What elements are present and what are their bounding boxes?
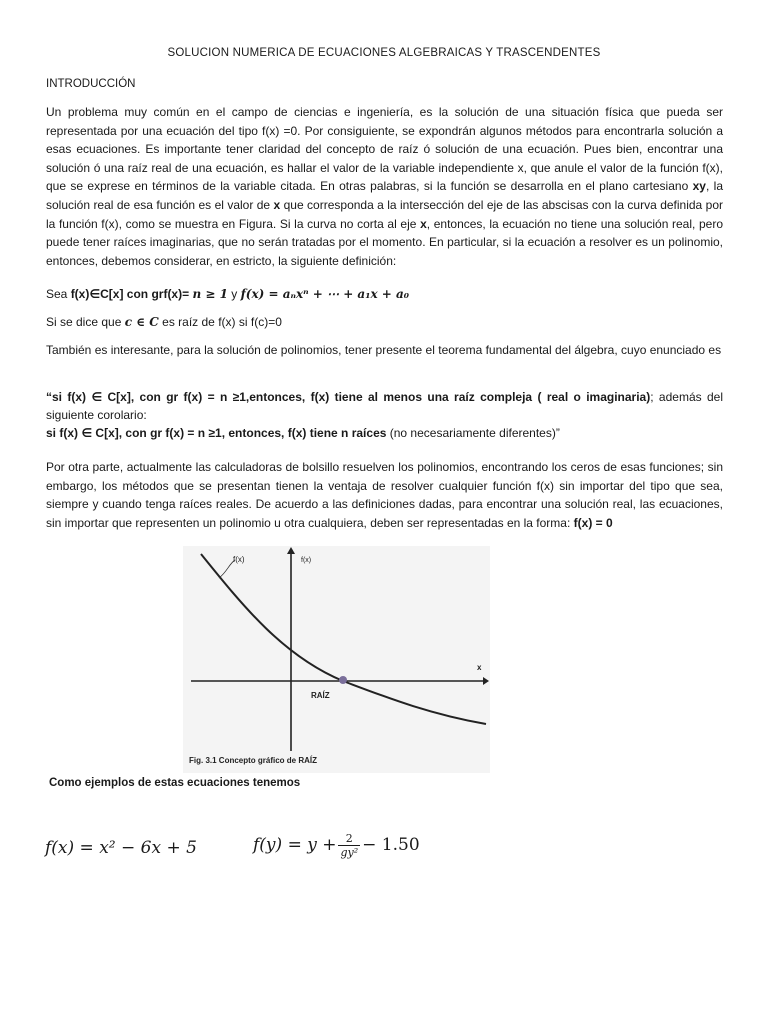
root-concept-figure <box>183 546 490 773</box>
curve-label: f(x) <box>233 555 245 564</box>
document-title: SOLUCION NUMERICA DE ECUACIONES ALGEBRAICAS Y TRASCENDENTES <box>167 47 601 59</box>
section-heading: INTRODUCCIÓN <box>46 78 136 90</box>
polynomial-definition: Sea f(x)∈C[x] con grf(x)= n ≥ 1 y f(x) = aₙxⁿ + ⋯ + a₁x + a₀ <box>46 287 410 301</box>
theorem-intro-paragraph: También es interesante, para la solución de polinomios, tener presente el teorema fundamental del álgebra, cuyo enunciado es <box>46 343 722 357</box>
root-label: RAÍZ <box>311 691 330 700</box>
calculators-paragraph: Por otra parte, actualmente las calculadoras de bolsillo resuelven los polinomios, encontrando los ceros de esas funciones; sin embargo, los métodos que se presentan tienen la ventaja de resolver cualquier función f(x) sin importar del tipo que sea, siempre y cuando tenga raíces reales. De acuerdo a las definiciones dadas, para encontrar una solución real, las ecuaciones, sin importar que representen un polinomio u otra cualquiera, deben ser representadas en la forma: f(x) = 0 <box>46 460 723 530</box>
theorem-statement: “si f(x) ∈ C[x], con gr f(x) = n ≥1,entonces, f(x) tiene al menos una raíz compleja ( real o imaginaria); además del siguiente corolario: si f(x) ∈ C[x], con gr f(x) = n ≥1, entonces, f(x) tiene n raíces (no necesariamente diferentes)” <box>46 390 723 440</box>
example-equation-2: f(y) = y + $\frac{2}{\text{gy²}}$ − 1.50 <box>253 832 420 859</box>
root-point <box>339 676 347 684</box>
intro-paragraph: Un problema muy común en el campo de ciencias e ingeniería, es la solución de una situación física que pueda ser representada por una ecuación del tipo f(x) =0. Por consiguiente, se expondrán algunos métodos para encontrarla solución a esas ecuaciones. Es importante tener claridad del concepto de raíz ó solución de una ecuación. Pues bien, encontrar una solución ó una raíz real de una ecuación, es hallar el valor de la variable independiente x, que anule el valor de la función f(x), que se exprese en términos de la variable citada. En otras palabras, si la función se desarrolla en el plano cartesiano xy, la solución real de esa función es el valor de x que corresponda a la intersección del eje de las abscisas con la curva definida por la función f(x), como se muestra en Figura. Si la curva no corta al eje x, entonces, la ecuación no tiene una solución real, pero puede tener raíces imaginarias, que no serán tratadas por el momento. En particular, si la ecuación a resolver es un polinomio, entonces, debemos considerar, en estricto, la siguiente definición: <box>46 105 724 268</box>
figure-caption: Fig. 3.1 Concepto gráfico de RAÍZ <box>189 756 318 765</box>
y-axis-label: f(x) <box>301 557 312 564</box>
root-definition: Si se dice que c ∈ C es raíz de f(x) si f(c)=0 <box>46 315 282 329</box>
example-equation-1: f(x) = x² − 6x + 5 <box>45 838 197 858</box>
examples-heading: Como ejemplos de estas ecuaciones tenemos <box>49 777 301 789</box>
x-axis-label: x <box>477 663 482 672</box>
figure-background <box>183 546 490 773</box>
equation-fraction: $\frac{2}{\text{gy²}}$ <box>340 832 359 859</box>
